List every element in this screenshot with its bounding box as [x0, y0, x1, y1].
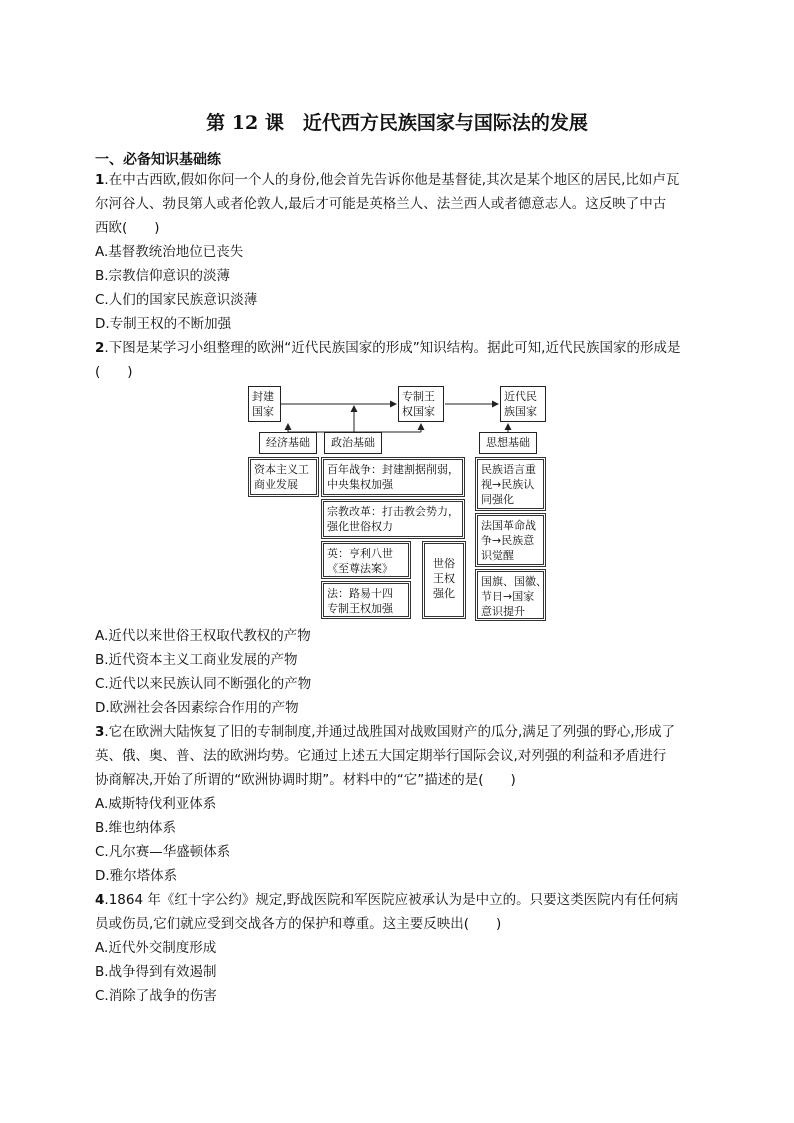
option-b: B.维也纳体系	[95, 820, 177, 836]
question-number: 4	[95, 892, 105, 908]
option-b: B.宗教信仰意识的淡薄	[95, 268, 231, 284]
england-henry-viii-box: 英：亨利八世 《至尊法案》	[321, 541, 411, 579]
question-number: 3	[95, 724, 105, 740]
option-c: C.凡尔赛—华盛顿体系	[95, 844, 231, 860]
reformation-box: 宗教改革：打击教会势力， 强化世俗权力	[321, 499, 465, 539]
political-basis-box: 政治基础	[324, 432, 382, 454]
capitalism-box: 资本主义工 商业发展	[248, 457, 319, 497]
option-c: C.消除了战争的伤害	[95, 988, 217, 1004]
option-b: B.近代资本主义工商业发展的产物	[95, 652, 298, 668]
option-a: A.基督教统治地位已丧失	[95, 244, 244, 260]
option-d: D.专制王权的不断加强	[95, 316, 232, 332]
option-a: A.威斯特伐利亚体系	[95, 796, 217, 812]
hundred-years-war-box: 百年战争：封建割据削弱， 中央集权加强	[321, 457, 465, 497]
knowledge-structure-diagram	[246, 384, 546, 622]
modern-nation-state-box: 近代民 族国家	[500, 386, 546, 422]
economic-basis-box: 经济基础	[259, 432, 317, 454]
question-number: 1	[95, 172, 105, 188]
france-louis-xiv-box: 法：路易十四 专制王权加强	[321, 581, 411, 619]
question-1-line-1: 1.在中古西欧,假如你问一个人的身份,他会首先告诉你他是基督徒,其次是某个地区的居民,比如卢瓦	[95, 172, 680, 188]
option-a: A.近代以来世俗王权取代教权的产物	[95, 628, 311, 644]
question-3-line-1: 3.它在欧洲大陆恢复了旧的专制制度,并通过战胜国对战败国财产的瓜分,满足了列强的野心,形成了	[95, 724, 676, 740]
option-b: B.战争得到有效遏制	[95, 964, 217, 980]
option-a: A.近代外交制度形成	[95, 940, 217, 956]
secular-power-box: 世俗 王权 强化	[422, 541, 466, 619]
option-c: C.近代以来民族认同不断强化的产物	[95, 676, 312, 692]
option-d: D.雅尔塔体系	[95, 868, 178, 884]
national-language-box: 民族语言重 视→民族认 同强化	[475, 457, 546, 511]
question-1-line-3: 西欧( )	[95, 220, 160, 236]
absolute-monarchy-box: 专制王 权国家	[398, 386, 444, 422]
question-4-line-2: 员或伤员,它们就应受到交战各方的保护和尊重。这主要反映出( )	[95, 916, 502, 932]
question-3-line-3: 协商解决,开始了所谓的“欧洲协调时期”。材料中的“它”描述的是( )	[95, 772, 516, 788]
option-c: C.人们的国家民族意识淡薄	[95, 292, 258, 308]
option-d: D.欧洲社会各因素综合作用的产物	[95, 700, 299, 716]
question-number: 2	[95, 340, 105, 356]
national-symbols-box: 国旗、国徽、 节日→国家 意识提升	[475, 569, 546, 621]
question-3-line-2: 英、俄、奥、普、法的欧洲均势。它通过上述五大国定期举行国际会议,对列强的利益和矛盾进行	[95, 748, 667, 764]
question-1-line-2: 尔河谷人、勃艮第人或者伦敦人,最后才可能是英格兰人、法兰西人或者德意志人。这反映了中古	[95, 196, 667, 212]
question-4-line-1: 4.1864 年《红十字公约》规定,野战医院和军医院应被承认为是中立的。只要这类医院内有任何病	[95, 892, 679, 908]
question-2-line-1: 2.下图是某学习小组整理的欧洲“近代民族国家的形成”知识结构。据此可知,近代民族国家的形成是	[95, 340, 681, 356]
feudal-state-box: 封建 国家	[248, 386, 281, 422]
page-title: 第 12 课 近代西方民族国家与国际法的发展	[206, 112, 588, 134]
section-heading: 一、必备知识基础练	[95, 152, 221, 168]
ideological-basis-box: 思想基础	[479, 432, 537, 454]
french-revolution-box: 法国革命战 争→民族意 识觉醒	[475, 513, 546, 567]
question-2-line-2: ( )	[95, 364, 133, 380]
